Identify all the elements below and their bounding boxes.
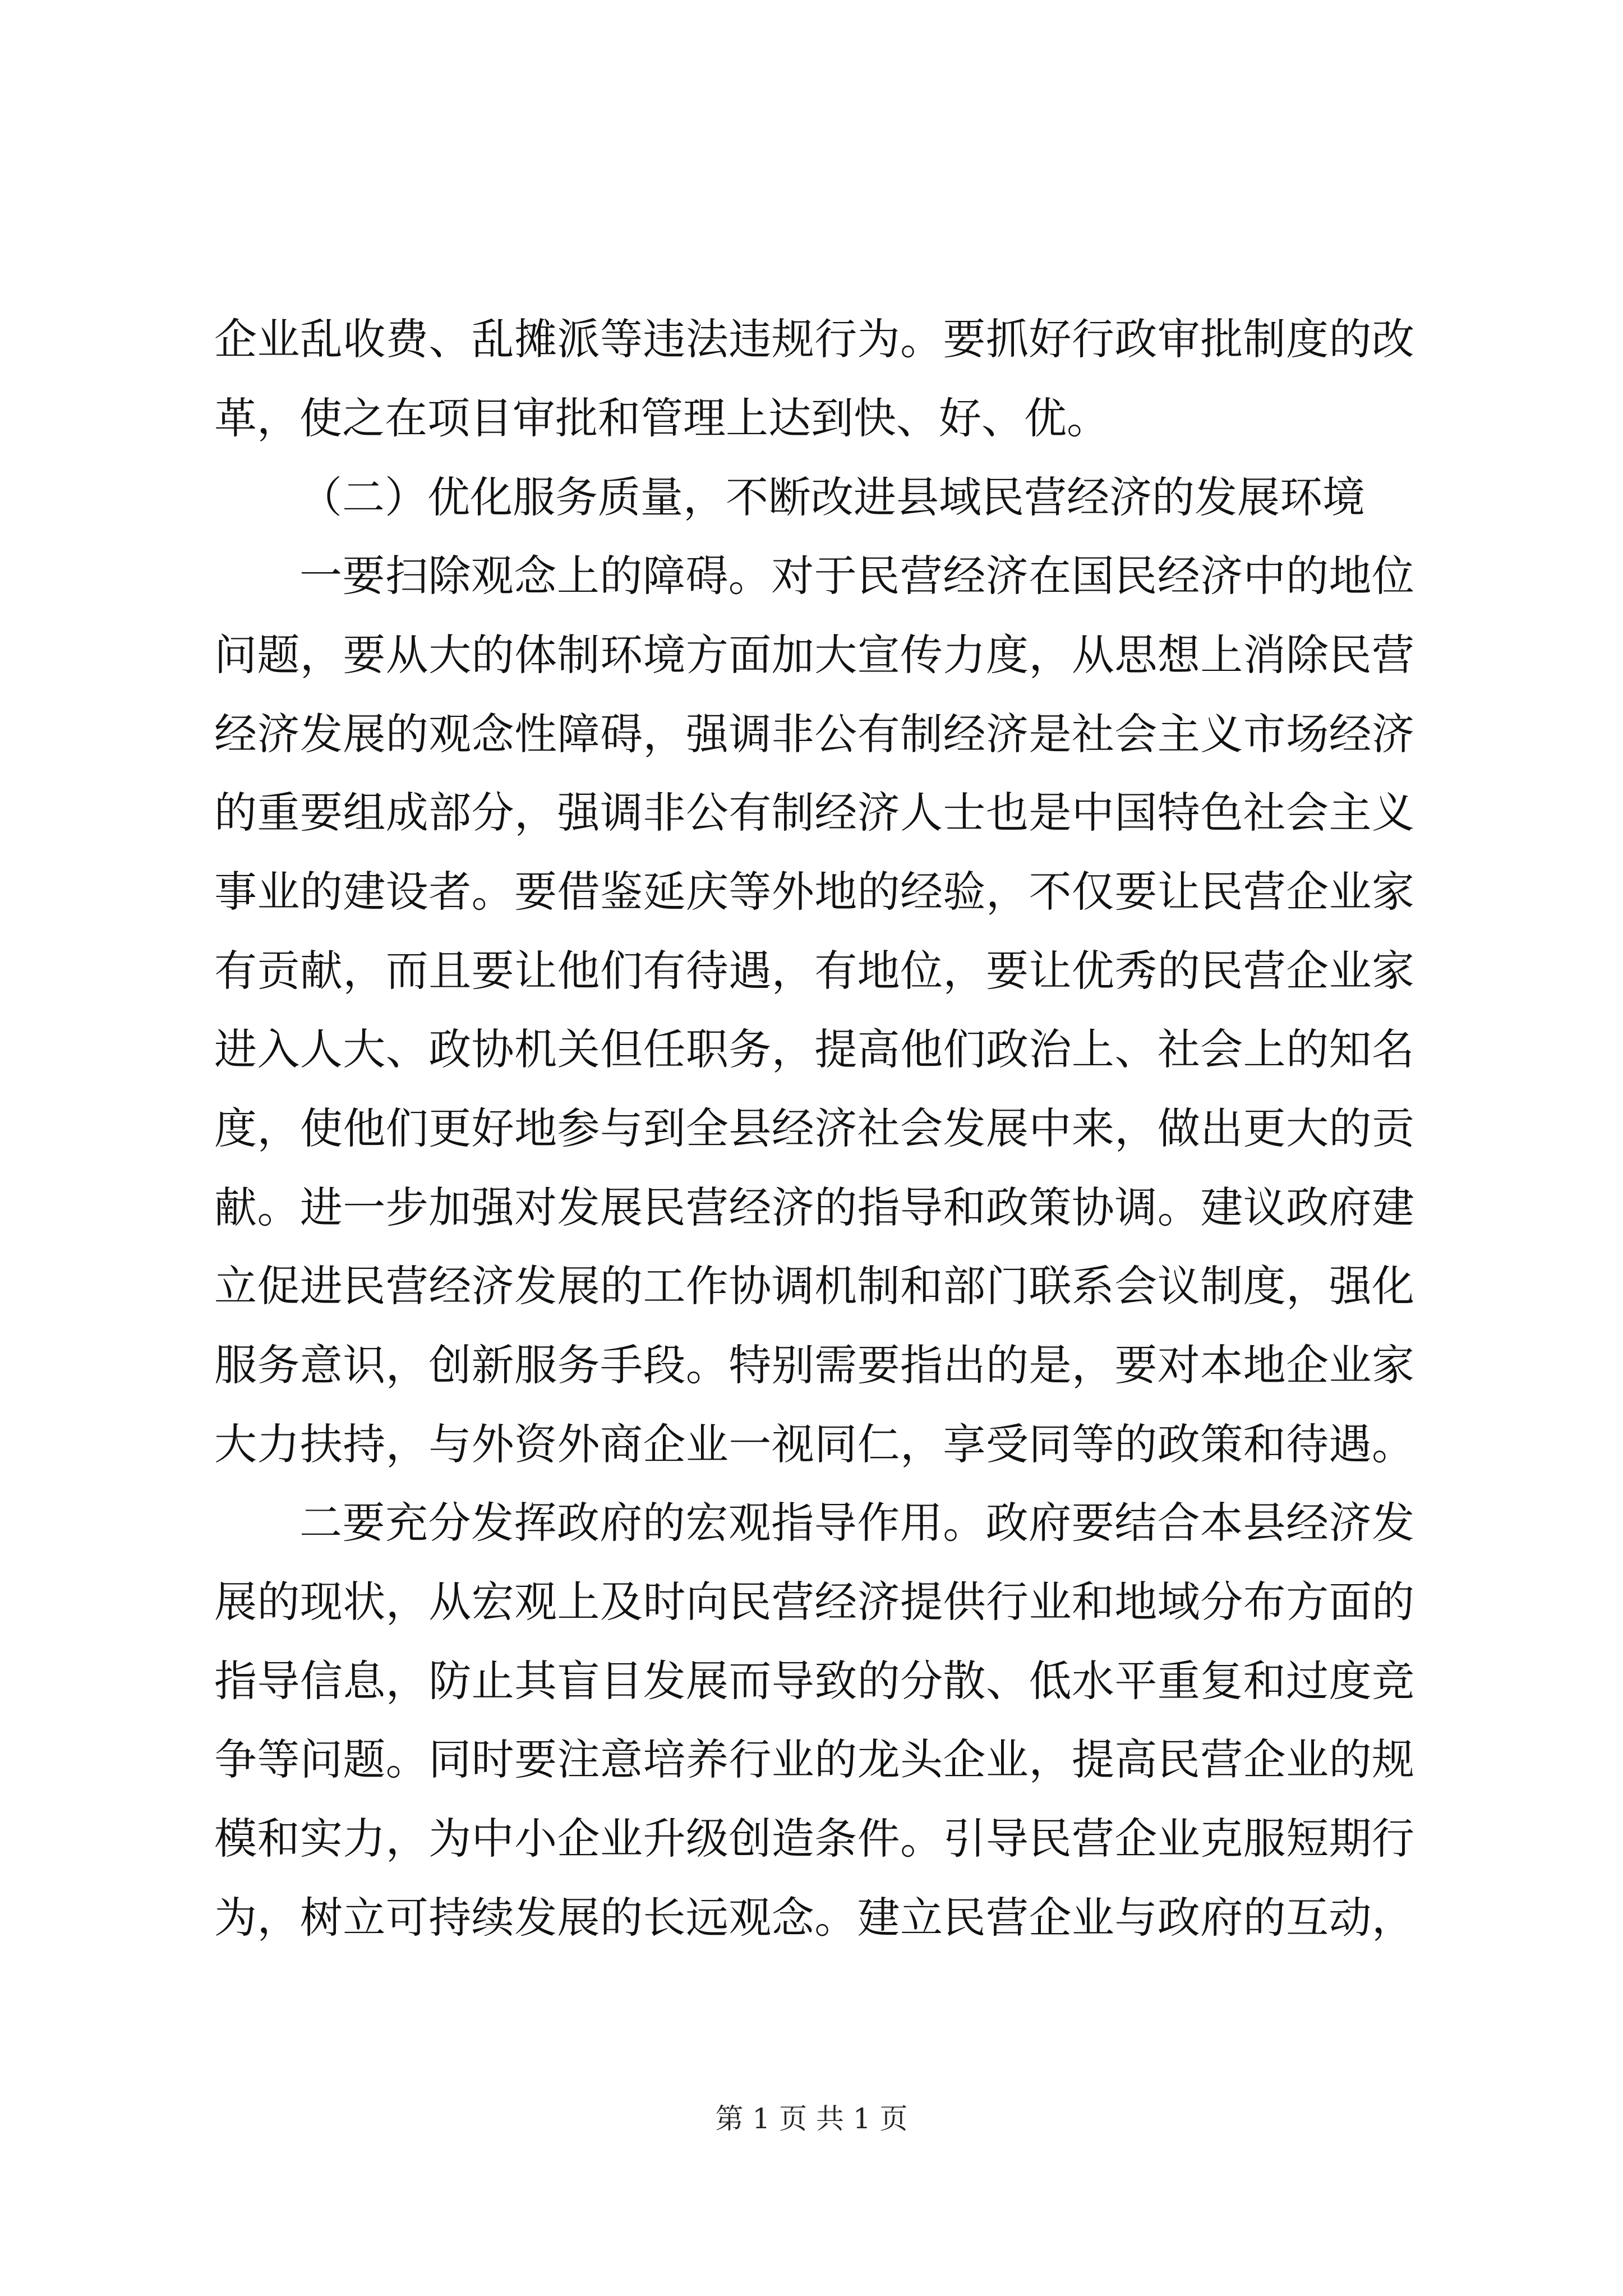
body-text-line: 革，使之在项目审批和管理上达到快、好、优。 [214, 393, 1109, 443]
paragraph-first-line: 二要充分发挥政府的宏观指导作用。政府要结合本县经济发 [299, 1498, 1414, 1548]
section-heading: （二）优化服务质量，不断改进县域民营经济的发展环境 [299, 472, 1365, 522]
page-footer: 第 1 页 共 1 页 [715, 2102, 908, 2135]
body-text-line: 有贡献，而且要让他们有待遇，有地位，要让优秀的民营企业家 [214, 946, 1414, 996]
body-text-line: 立促进民营经济发展的工作协调机制和部门联系会议制度，强化 [214, 1261, 1414, 1311]
body-text-line: 度，使他们更好地参与到全县经济社会发展中来，做出更大的贡 [214, 1103, 1414, 1153]
body-text-line: 问题，要从大的体制环境方面加大宣传力度，从思想上消除民营 [214, 630, 1414, 680]
body-text-line: 服务意识，创新服务手段。特别需要指出的是，要对本地企业家 [214, 1340, 1414, 1390]
body-text-line: 指导信息，防止其盲目发展而导致的分散、低水平重复和过度竞 [214, 1656, 1414, 1706]
body-text-line: 模和实力，为中小企业升级创造条件。引导民营企业克服短期行 [214, 1814, 1414, 1864]
body-text-line: 事业的建设者。要借鉴延庆等外地的经验，不仅要让民营企业家 [214, 867, 1414, 917]
body-text-line: 大力扶持，与外资外商企业一视同仁，享受同等的政策和待遇。 [214, 1419, 1414, 1469]
body-text-line: 进入人大、政协机关但任职务，提高他们政治上、社会上的知名 [214, 1024, 1414, 1074]
body-text-line: 企业乱收费、乱摊派等违法违规行为。要抓好行政审批制度的改 [214, 314, 1414, 364]
body-text-line: 争等问题。同时要注意培养行业的龙头企业，提高民营企业的规 [214, 1734, 1414, 1784]
body-text-line: 为，树立可持续发展的长远观念。建立民营企业与政府的互动， [214, 1893, 1414, 1943]
body-text-line: 的重要组成部分，强调非公有制经济人士也是中国特色社会主义 [214, 788, 1414, 838]
body-text-line: 经济发展的观念性障碍，强调非公有制经济是社会主义市场经济 [214, 709, 1414, 759]
paragraph-first-line: 一要扫除观念上的障碍。对于民营经济在国民经济中的地位 [299, 551, 1414, 601]
body-text-line: 献。进一步加强对发展民营经济的指导和政策协调。建议政府建 [214, 1182, 1414, 1232]
body-text-line: 展的现状，从宏观上及时向民营经济提供行业和地域分布方面的 [214, 1577, 1414, 1627]
